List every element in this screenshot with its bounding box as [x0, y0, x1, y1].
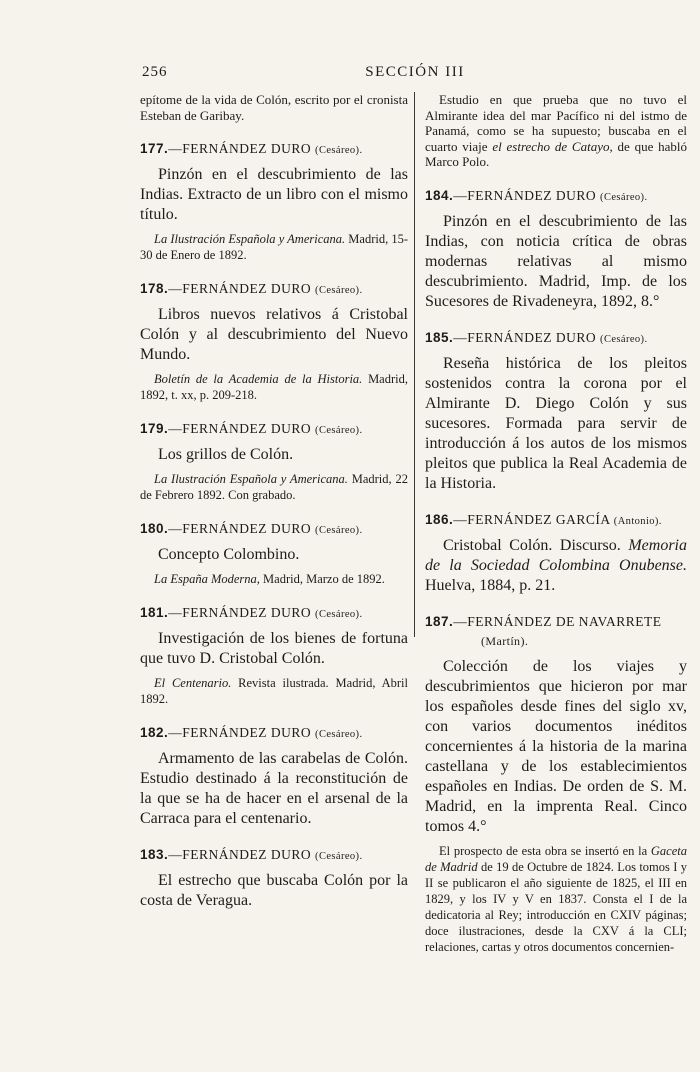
- note-italic: La Ilustración Española y Americana.: [154, 232, 346, 246]
- entry-given-name: (Antonio).: [613, 515, 662, 527]
- entry-number: 186.: [425, 511, 454, 527]
- entry-title-text: Cristobal Colón. Discurso.: [443, 536, 629, 554]
- entry-author: —FERNÁNDEZ GARCÍA: [453, 511, 610, 527]
- entry-heading: [140, 281, 408, 297]
- entry-given-name: (Cesáreo).: [600, 333, 648, 345]
- entry-number: 181.: [140, 605, 169, 620]
- note-text: Madrid, Marzo de 1892.: [259, 572, 385, 586]
- entry-title: [425, 536, 687, 596]
- continuation-text: epítome de la vida de Colón, escrito por el cronista Esteban de Garibay.: [140, 92, 408, 123]
- note-text: Madrid, 15-30 de Enero de 1892.: [140, 232, 409, 262]
- note-italic: Gaceta de Madrid: [425, 843, 687, 874]
- entry-title: El estrecho que buscaba Colón por la costa de Veragua.: [140, 872, 408, 909]
- entry-heading: [425, 614, 687, 630]
- entry-number: 177.: [140, 141, 169, 156]
- note-text: Madrid, 1892, t. xx, p. 209-218.: [140, 372, 408, 402]
- entry-title: Reseña histórica de los pleitos sostenidos contra la corona por el Almirante D. Diego Colón y sus sucesores. Formada para servir de introducción á los autos de los mismos pleitos que publica la Real Academia de la Historia.: [425, 354, 687, 492]
- intro-text: Estudio en que prueba que no tuvo el Almirante idea del mar Pacífico ni del istmo de Panamá, como se ha supuesto; buscaba en el cuarto viaje: [425, 92, 687, 154]
- entry-number: 185.: [425, 329, 454, 345]
- entry-number: 183.: [140, 847, 169, 862]
- entry-heading: [140, 847, 408, 863]
- entry-title-rest: Huelva, 1884, p. 21.: [425, 576, 556, 594]
- note-text-end: de 19 de Octubre de 1824. Los tomos I y II se publicaron el año siguiente de 1825, el III en 1829, y los IV y V en 1837. Consta el I de la dedicatoria al Rey; introducción en CXIV páginas; doce ilustraciones, desde la CXV á la CLI; relaciones, cartas y otros documentos concernien-: [425, 859, 687, 954]
- entry-note: [425, 843, 687, 955]
- entry-given-name: (Cesáreo).: [315, 851, 363, 862]
- entry-number: 182.: [140, 725, 169, 740]
- entry-182: [140, 725, 408, 829]
- entry-given-name: (Martín).: [481, 633, 529, 648]
- entry-given-name: (Cesáreo).: [315, 729, 363, 740]
- column-divider: [414, 92, 415, 637]
- continuation-text: [425, 92, 687, 170]
- entry-185: [425, 330, 687, 494]
- note-italic: Boletín de la Academia de la Historia.: [154, 372, 363, 386]
- entry-author: —FERNÁNDEZ DURO: [168, 141, 312, 156]
- entry-given-name: (Cesáreo).: [315, 145, 363, 156]
- entry-title: Pinzón en el descubrimiento de las Indias, con noticia crítica de obras modernas relativas al mismo descubrimiento. Madrid, Imp. de los Sucesores de Rivadeneyra, 1892, 8.°: [425, 212, 687, 310]
- entry-181: [140, 605, 408, 707]
- entry-heading: [140, 421, 408, 437]
- note-text: Revista ilustrada. Madrid, Abril 1892.: [140, 676, 408, 706]
- entry-title: Concepto Colombino.: [158, 546, 300, 563]
- entry-title: Libros nuevos relativos á Cristobal Colón y al descubrimiento del Nuevo Mundo.: [140, 306, 408, 363]
- entry-given-name: (Cesáreo).: [315, 525, 363, 536]
- entry-number: 184.: [425, 187, 454, 203]
- entry-183: [140, 847, 408, 911]
- entry-180: [140, 521, 408, 587]
- entry-heading: [425, 188, 687, 204]
- intro-text-end: de que habló Marco Polo.: [425, 138, 688, 169]
- entry-author: —FERNÁNDEZ DURO: [168, 605, 312, 620]
- entry-title: Investigación de los bienes de fortuna que tuvo D. Cristobal Colón.: [140, 630, 408, 667]
- entry-author: —FERNÁNDEZ DURO: [168, 725, 312, 740]
- entry-author: —FERNÁNDEZ DE NAVARRETE: [453, 613, 662, 629]
- entry-author: —FERNÁNDEZ DURO: [453, 329, 597, 345]
- entry-title: Los grillos de Colón.: [158, 446, 294, 463]
- entry-number: 179.: [140, 421, 169, 436]
- entry-heading: [140, 725, 408, 741]
- entry-note: [140, 675, 408, 707]
- entry-178: [140, 281, 408, 403]
- entry-author: —FERNÁNDEZ DURO: [168, 521, 312, 536]
- entry-list: [140, 141, 408, 911]
- entry-heading: [425, 330, 687, 346]
- entry-note: [140, 231, 408, 263]
- entry-177: [140, 141, 408, 263]
- left-column: [140, 92, 408, 911]
- intro-italic: el estrecho de Catayo,: [492, 138, 613, 154]
- entry-given-name: (Cesáreo).: [315, 285, 363, 296]
- entry-number: 187.: [425, 613, 454, 629]
- entry-author: —FERNÁNDEZ DURO: [168, 847, 312, 862]
- entry-heading: [140, 141, 408, 157]
- entry-given-name: (Cesáreo).: [315, 609, 363, 620]
- entry-heading: [140, 521, 408, 537]
- note-text: Madrid, 22 de Febrero 1892. Con grabado.: [140, 472, 408, 502]
- entry-title-italic: Memoria de la Sociedad Colombina Onubense.: [425, 536, 687, 574]
- entry-heading: [425, 512, 687, 528]
- entry-title: Pinzón en el descubrimiento de las Indias. Extracto de un libro con el mismo título.: [140, 166, 408, 223]
- entry-184: [425, 188, 687, 312]
- note-italic: La España Moderna,: [154, 572, 260, 586]
- entry-note: [140, 371, 408, 403]
- entry-given-name: (Cesáreo).: [600, 191, 648, 203]
- entry-note: [140, 571, 408, 587]
- entry-number: 180.: [140, 521, 169, 536]
- note-text: El prospecto de esta obra se insertó en la: [439, 843, 651, 858]
- entry-note: [140, 471, 408, 503]
- entry-author: —FERNÁNDEZ DURO: [168, 281, 312, 296]
- entry-author: —FERNÁNDEZ DURO: [168, 421, 312, 436]
- right-column: [425, 92, 687, 955]
- entry-186: [425, 512, 687, 596]
- entry-179: [140, 421, 408, 503]
- entry-title: Armamento de las carabelas de Colón. Estudio destinado á la reconstitución de la que se ha de hacer en el arsenal de la Carraca para el centenario.: [140, 750, 408, 827]
- page-number: 256: [142, 64, 168, 80]
- entry-given-name: (Cesáreo).: [315, 425, 363, 436]
- entry-author: —FERNÁNDEZ DURO: [453, 187, 597, 203]
- note-italic: La Ilustración Española y Americana.: [154, 472, 348, 486]
- entry-heading: [140, 605, 408, 621]
- entry-title: Colección de los viajes y descubrimientos que hicieron por mar los españoles desde fines del siglo xv, con varios documentos inéditos concernientes á la historia de la marina castellana y de los establecimientos españoles en Indias. De orden de S. M. Madrid, en la imprenta Real. Cinco tomos 4.°: [425, 657, 687, 835]
- entry-187: [425, 614, 687, 955]
- note-italic: El Centenario.: [154, 676, 232, 690]
- running-head: SECCIÓN III: [365, 64, 465, 80]
- entry-number: 178.: [140, 281, 169, 296]
